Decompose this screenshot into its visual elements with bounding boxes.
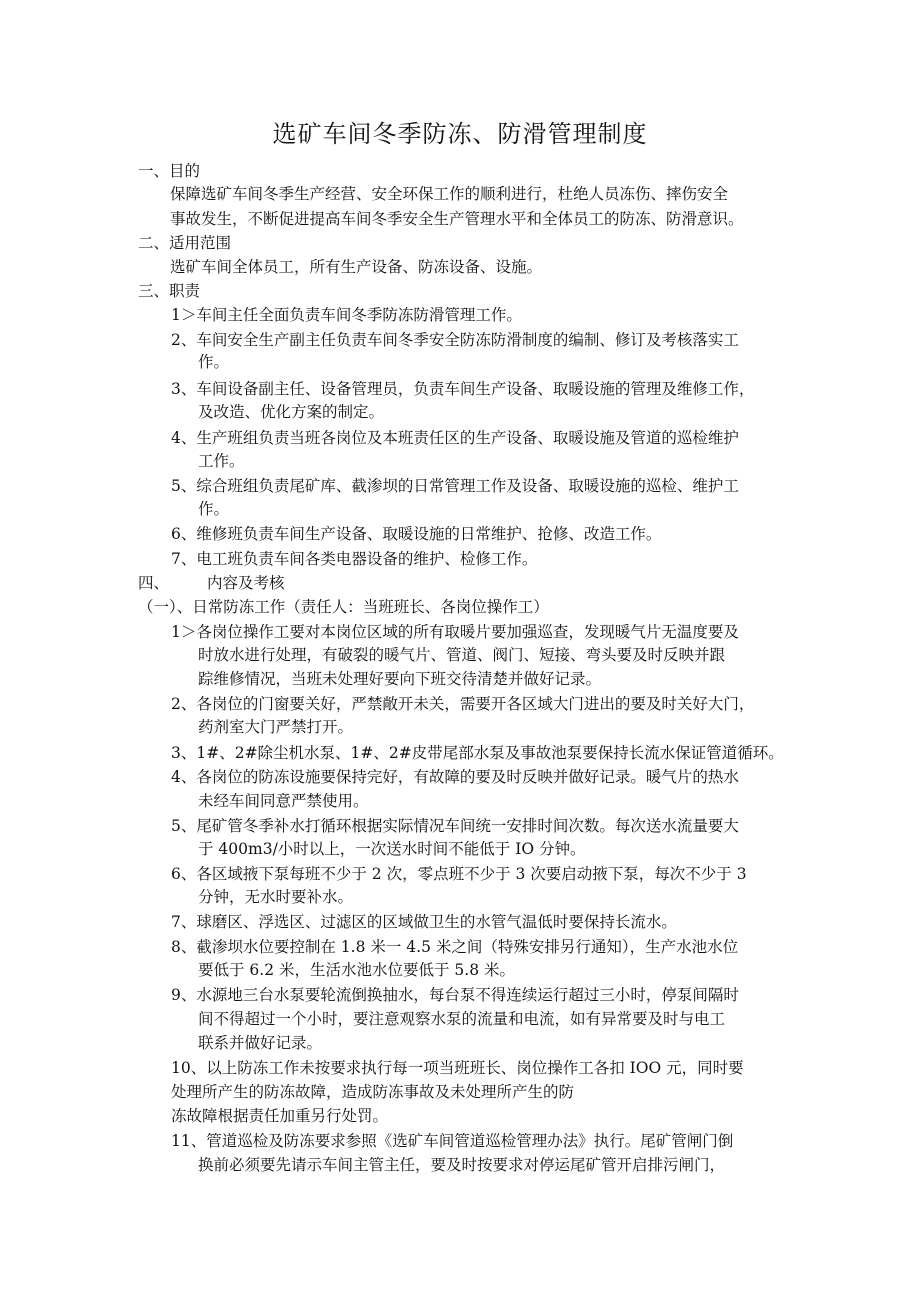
list-item-line: 作。 bbox=[198, 353, 230, 371]
paragraph-line: 保障选矿车间冬季生产经营、安全环保工作的顺利进行，杜绝人员冻伤、摔伤安全 bbox=[170, 185, 729, 203]
list-item-line: 11、管道巡检及防冻要求参照《选矿车间管道巡检管理办法》执行。尾矿管闸门倒 bbox=[171, 1132, 734, 1150]
list-item-line: 3、1#、2#除尘机水泵、1#、2#皮带尾部水泵及事故池泵要保持长流水保证管道循环。 bbox=[171, 744, 784, 762]
list-item-line: 时放水进行处理，有破裂的暖气片、管道、阀门、短接、弯头要及时反映并跟 bbox=[198, 646, 726, 664]
list-item-line: 8、截渗坝水位要控制在 1.8 米一 4.5 米之间（特殊安排另行通知），生产水池水位 bbox=[171, 938, 739, 956]
list-item-line: 工作。 bbox=[198, 452, 245, 470]
section-heading-scope: 二、适用范围 bbox=[138, 234, 232, 252]
list-item-line: 联系并做好记录。 bbox=[198, 1034, 323, 1052]
document-title: 选矿车间冬季防冻、防滑管理制度 bbox=[272, 120, 648, 148]
list-item-line: 6、各区域掖下泵每班不少于 2 次，零点班不少于 3 次要启动掖下泵，每次不少于 3 bbox=[171, 865, 747, 883]
list-item-line: 分钟，无水时要补水。 bbox=[198, 888, 354, 906]
list-item-line: 2、各岗位的门窗要关好，严禁敞开未关，需要开各区域大门进出的要及时关好大门， bbox=[171, 695, 755, 713]
list-item-line: 作。 bbox=[198, 500, 230, 518]
list-item-line: 9、水源地三台水泵要轮流倒换抽水，每台泵不得连续运行超过三小时，停泵间隔时 bbox=[171, 986, 739, 1004]
section-heading-content bbox=[138, 573, 285, 593]
list-item-line: 7、电工班负责车间各类电器设备的维护、检修工作。 bbox=[171, 550, 538, 568]
list-item-line: 5、尾矿管冬季补水打循环根据实际情况车间统一安排时间次数。每次送水流量要大 bbox=[171, 817, 739, 835]
section-title: 内容及考核 bbox=[207, 574, 285, 592]
list-item-line: 于 400m3/小时以上，一次送水时间不能低于 IO 分钟。 bbox=[198, 840, 586, 858]
list-item-line: 及改造、优化方案的制定。 bbox=[198, 403, 385, 421]
list-item-line: 冻故障根据责任加重另行处罚。 bbox=[171, 1107, 389, 1125]
paragraph-line: 选矿车间全体员工，所有生产设备、防冻设备、设施。 bbox=[170, 258, 543, 276]
list-item-line: 5、综合班组负责尾矿库、截渗坝的日常管理工作及设备、取暖设施的巡检、维护工 bbox=[171, 477, 739, 495]
list-item-line: 1＞车间主任全面负责车间冬季防冻防滑管理工作。 bbox=[171, 306, 522, 324]
list-item-line: 2、车间安全生产副主任负责车间冬季安全防冻防滑制度的编制、修订及考核落实工 bbox=[171, 331, 739, 349]
list-item-line: 间不得超过一个小时，要注意观察水泵的流量和电流，如有异常要及时与电工 bbox=[198, 1010, 726, 1028]
list-item-line: 3、车间设备副主任、设备管理员，负责车间生产设备、取暖设施的管理及维修工作， bbox=[171, 380, 755, 398]
list-item-line: 要低于 6.2 米，生活水池水位要低于 5.8 米。 bbox=[198, 961, 516, 979]
list-item-line: 处理所产生的防冻故障，造成防冻事故及未处理所产生的防 bbox=[171, 1083, 575, 1101]
list-item-line: 7、球磨区、浮选区、过滤区的区域做卫生的水管气温低时要保持长流水。 bbox=[171, 913, 677, 931]
list-item-line: 1＞各岗位操作工要对本岗位区域的所有取暖片要加强巡查，发现暖气片无温度要及 bbox=[171, 623, 739, 641]
list-item-line: 4、生产班组负责当班各岗位及本班责任区的生产设备、取暖设施及管道的巡检维护 bbox=[171, 429, 739, 447]
subsection-heading: （一）、日常防冻工作（责任人：当班班长、各岗位操作工） bbox=[138, 598, 549, 616]
section-heading-purpose: 一、目的 bbox=[138, 162, 201, 180]
list-item-line: 未经车间同意严禁使用。 bbox=[198, 792, 369, 810]
paragraph-line: 事故发生，不断促进提高车间冬季安全生产管理水平和全体员工的防冻、防滑意识。 bbox=[170, 210, 744, 228]
section-number: 四、 bbox=[138, 574, 170, 592]
list-item-line: 4、各岗位的防冻设施要保持完好，有故障的要及时反映并做好记录。暖气片的热水 bbox=[171, 768, 739, 786]
list-item-line: 6、维修班负责车间生产设备、取暖设施的日常维护、抢修、改造工作。 bbox=[171, 525, 662, 543]
list-item-line: 踪维修情况，当班未处理好要向下班交待清楚并做好记录。 bbox=[198, 670, 602, 688]
list-item-line: 换前必须要先请示车间主管主任，要及时按要求对停运尾矿管开启排污闸门， bbox=[198, 1156, 726, 1174]
list-item-line: 药剂室大门严禁打开。 bbox=[198, 718, 354, 736]
section-heading-duties: 三、职责 bbox=[138, 282, 201, 300]
list-item-line: 10、以上防冻工作未按要求执行每一项当班班长、岗位操作工各扣 IOO 元，同时要 bbox=[171, 1059, 744, 1077]
